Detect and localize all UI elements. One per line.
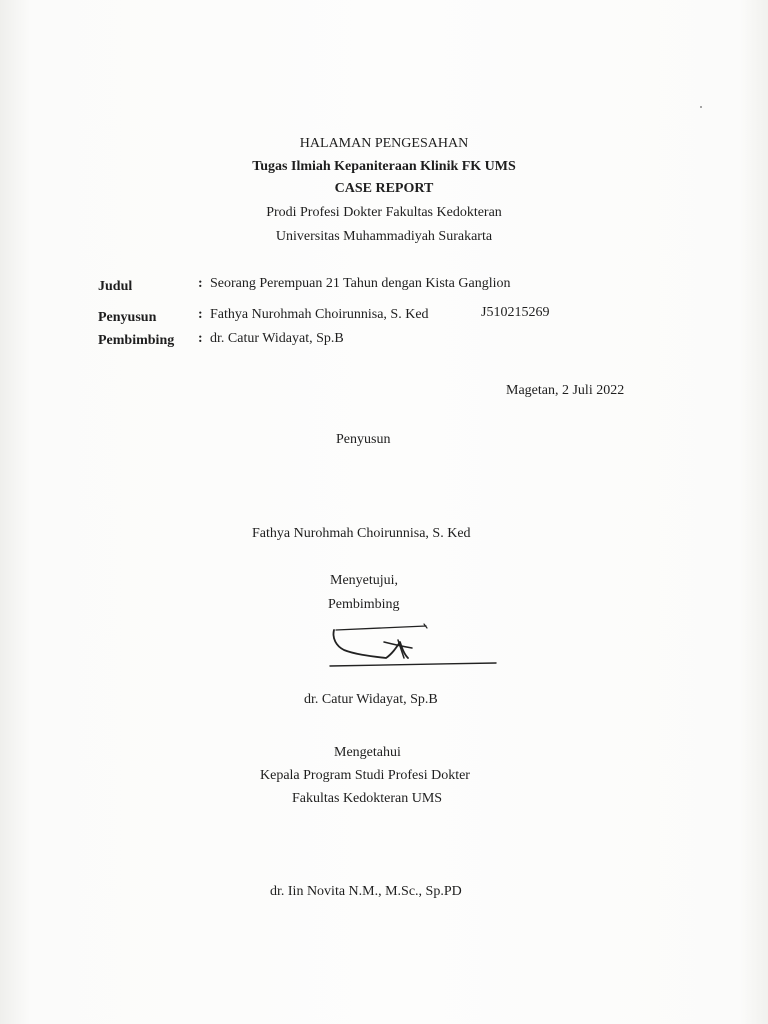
judul-label: Judul <box>98 279 133 294</box>
report-type: CASE REPORT <box>334 181 434 196</box>
pembimbing-value: dr. Catur Widayat, Sp.B <box>210 331 344 346</box>
judul-value: Seorang Perempuan 21 Tahun dengan Kista Ganglion <box>210 276 511 291</box>
acknowledge-line1: Mengetahui <box>334 745 401 760</box>
approval-line1: Menyetujui, <box>330 573 399 588</box>
penyusun-value: Fathya Nurohmah Choirunnisa, S. Ked <box>210 307 429 322</box>
penyusun-colon: : <box>198 307 203 322</box>
acknowledge-line2: Kepala Program Studi Profesi Dokter <box>260 768 470 783</box>
approval-name: dr. Catur Widayat, Sp.B <box>304 692 438 707</box>
place-date: Magetan, 2 Juli 2022 <box>506 383 625 398</box>
acknowledge-line3: Fakultas Kedokteran UMS <box>292 791 443 806</box>
penyusun-nim: J510215269 <box>481 305 550 320</box>
prodi-line: Prodi Profesi Dokter Fakultas Kedokteran <box>266 205 502 220</box>
penyusun-label: Penyusun <box>98 310 157 325</box>
pembimbing-colon: : <box>198 331 203 346</box>
page-subtitle: Tugas Ilmiah Kepaniteraan Klinik FK UMS <box>252 159 516 174</box>
pembimbing-label: Pembimbing <box>98 333 175 348</box>
author-name: Fathya Nurohmah Choirunnisa, S. Ked <box>252 526 471 541</box>
university-line: Universitas Muhammadiyah Surakarta <box>275 229 493 244</box>
scan-speck <box>700 106 702 108</box>
approval-line2: Pembimbing <box>328 597 400 612</box>
page-title: HALAMAN PENGESAHAN <box>299 136 469 151</box>
author-role: Penyusun <box>336 432 391 447</box>
acknowledge-name: dr. Iin Novita N.M., M.Sc., Sp.PD <box>270 884 462 899</box>
judul-colon: : <box>198 276 203 291</box>
supervisor-signature <box>320 618 510 674</box>
